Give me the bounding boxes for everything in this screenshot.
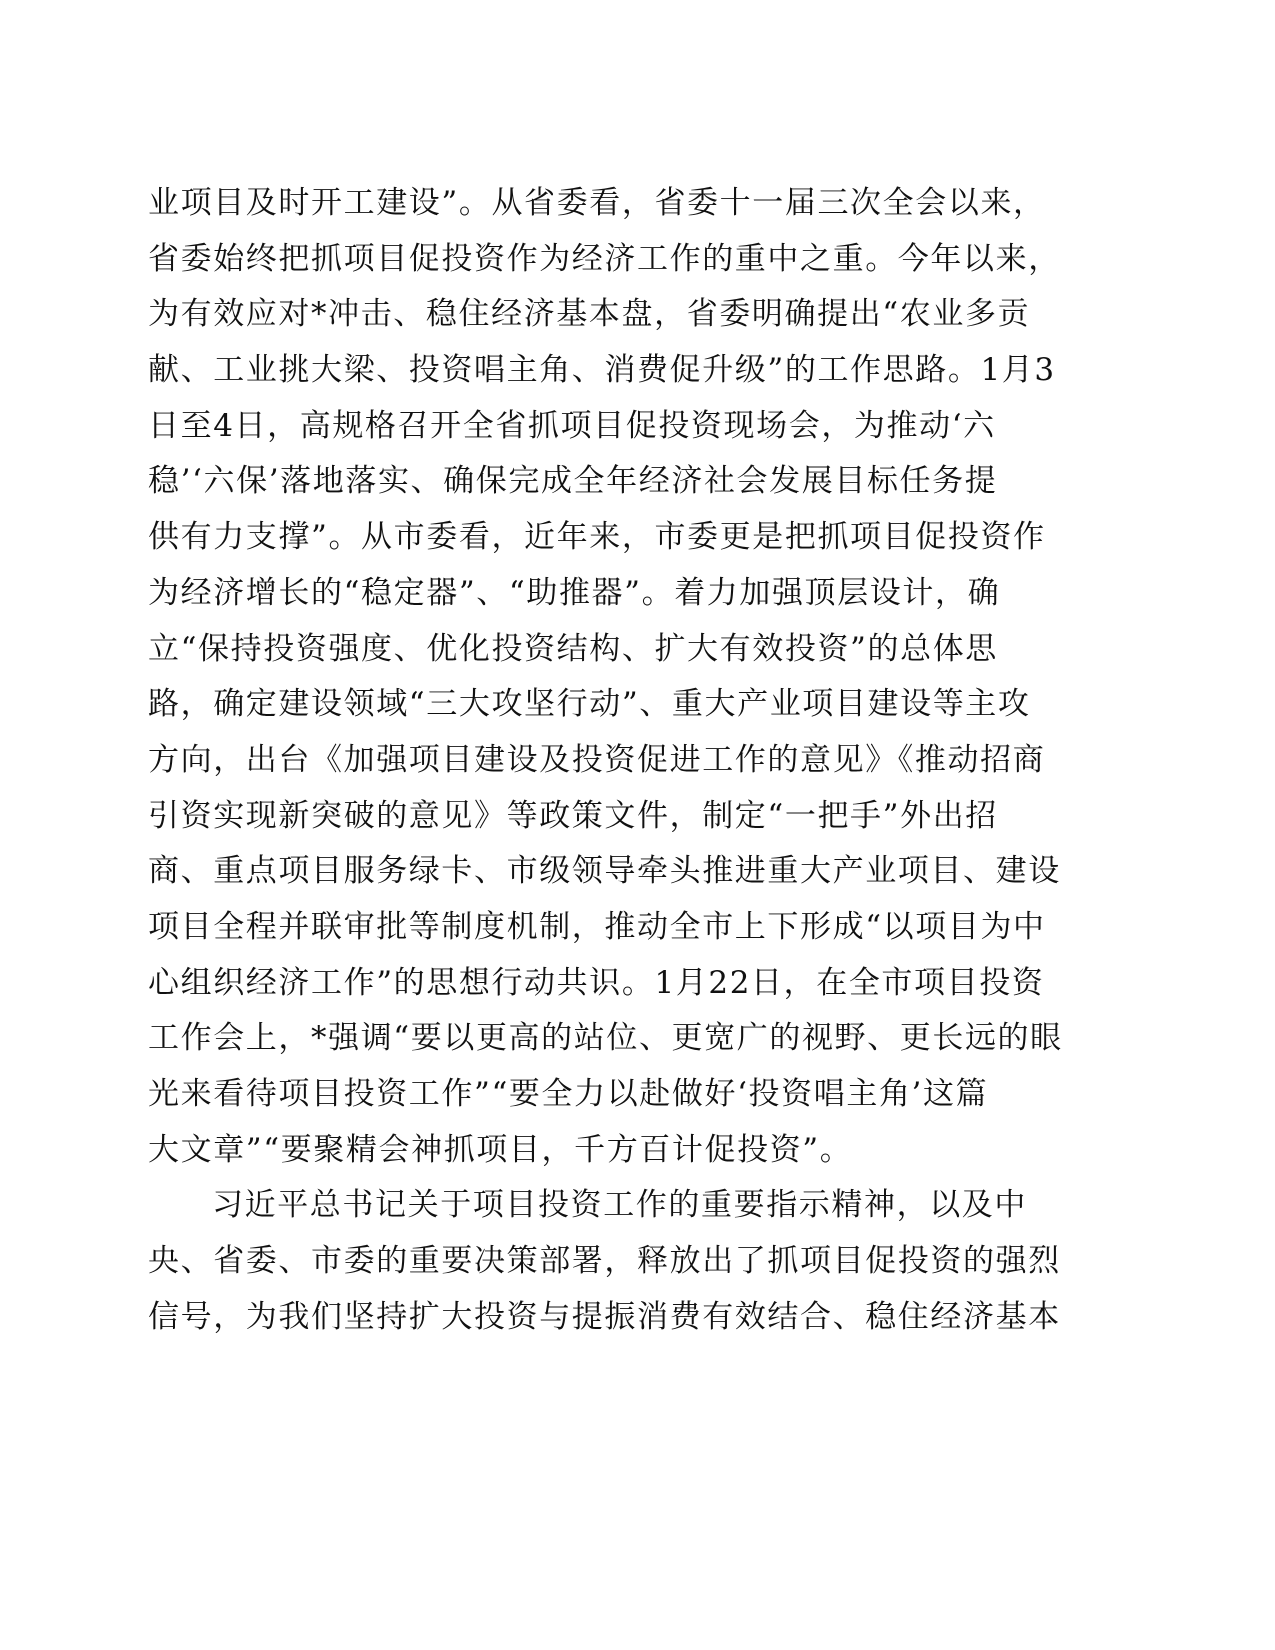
text-line: 稳’‘六保’落地落实、确保完成全年经济社会发展目标任务提 [148, 463, 998, 500]
text-line: 立“保持投资强度、优化投资结构、扩大有效投资”的总体思 [148, 630, 998, 667]
text-line: 信号，为我们坚持扩大投资与提振消费有效结合、稳住经济基本 [148, 1298, 1061, 1335]
text-line: 引资实现新突破的意见》等政策文件，制定“一把手”外出招 [148, 797, 998, 834]
text-line: 日至4日，高规格召开全省抓项目促投资现场会，为推动‘六 [148, 407, 996, 444]
text-line: 为有效应对*冲击、稳住经济基本盘，省委明确提出“农业多贡 [148, 296, 1031, 333]
text-line: 大文章”“要聚精会神抓项目，千方百计促投资”。 [148, 1131, 853, 1168]
body-text [148, 176, 1068, 1345]
text-line: 光来看待项目投资工作”“要全力以赴做好‘投资唱主角’这篇 [148, 1076, 989, 1112]
text-line: 方向，出台《加强项目建设及投资促进工作的意见》《推动招商 [148, 741, 1046, 778]
text-line: 省委始终把抓项目促投资作为经济工作的重中之重。今年以来， [148, 240, 1061, 277]
text-line: 心组织经济工作”的思想行动共识。1月22日，在全市项目投资 [148, 964, 1045, 1001]
text-line: 央、省委、市委的重要决策部署，释放出了抓项目促投资的强烈 [148, 1243, 1061, 1280]
text-line: 路，确定建设领域“三大攻坚行动”、重大产业项目建设等主攻 [148, 686, 1031, 723]
text-line: 商、重点项目服务绿卡、市级领导牵头推进重大产业项目、建设 [148, 853, 1061, 890]
text-line: 项目全程并联审批等制度机制，推动全市上下形成“以项目为中 [148, 908, 1046, 945]
text-line: 工作会上，*强调“要以更高的站位、更宽广的视野、更长远的眼 [148, 1020, 1063, 1057]
paragraph-start-line: 习近平总书记关于项目投资工作的重要指示精神，以及中 [212, 1187, 1027, 1224]
text-line: 业项目及时开工建设”。从省委看，省委十一届三次全会以来， [148, 185, 1046, 221]
text-line: 为经济增长的“稳定器”、“助推器”。着力加强顶层设计，确 [148, 574, 1001, 611]
text-line: 供有力支撑”。从市委看，近年来，市委更是把抓项目促投资作 [148, 519, 1046, 556]
text-line: 献、工业挑大梁、投资唱主角、消费促升级”的工作思路。1月3 [148, 352, 1056, 389]
